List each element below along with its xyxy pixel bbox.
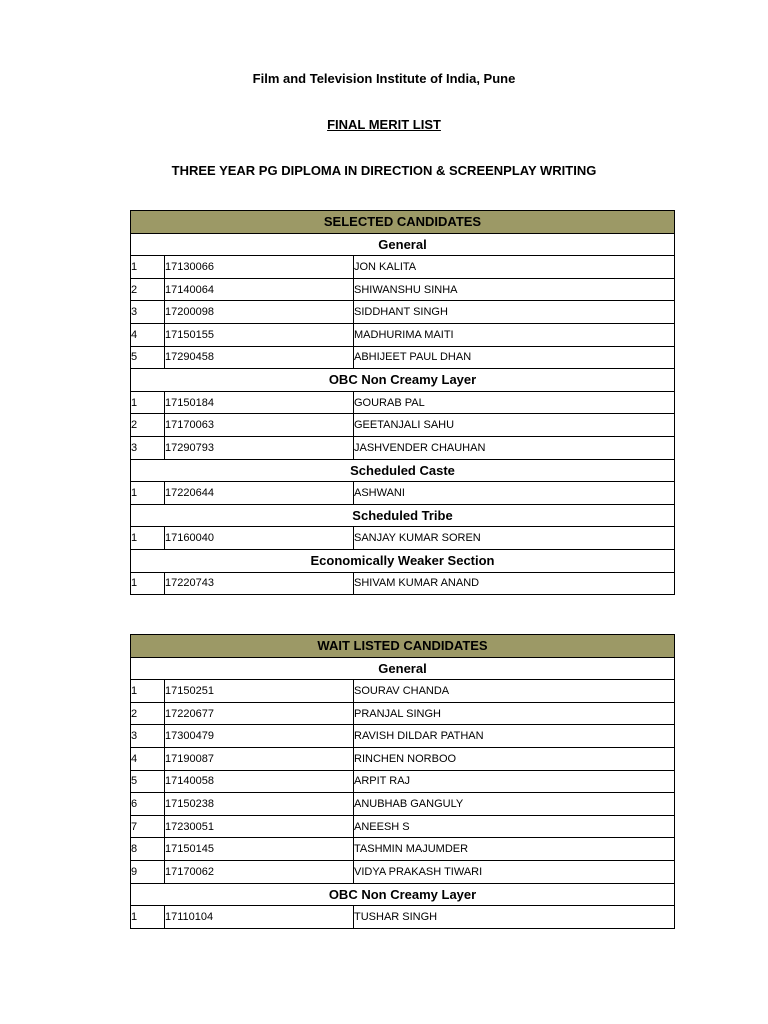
roll-number: 17150184 <box>165 391 354 414</box>
table-row <box>131 815 675 838</box>
table-row <box>131 770 675 793</box>
candidate-name: ABHIJEET PAUL DHAN <box>354 346 675 369</box>
candidate-name: RINCHEN NORBOO <box>354 747 675 770</box>
roll-number: 17230051 <box>165 815 354 838</box>
category-row <box>131 657 675 680</box>
category-row <box>131 504 675 527</box>
roll-number: 17200098 <box>165 301 354 324</box>
table-row <box>131 572 675 595</box>
category-row <box>131 233 675 256</box>
roll-number: 17150238 <box>165 793 354 816</box>
serial-number: 5 <box>131 770 165 793</box>
category-heading: OBC Non Creamy Layer <box>131 369 675 392</box>
institute-name: Film and Television Institute of India, Pune <box>252 71 516 86</box>
table-row <box>131 414 675 437</box>
table-title: WAIT LISTED CANDIDATES <box>131 635 675 658</box>
candidate-name: ARPIT RAJ <box>354 770 675 793</box>
category-heading: General <box>131 233 675 256</box>
table-row <box>131 323 675 346</box>
candidate-name: MADHURIMA MAITI <box>354 323 675 346</box>
category-row <box>131 369 675 392</box>
table-row <box>131 256 675 279</box>
candidate-name: JON KALITA <box>354 256 675 279</box>
table-title-row <box>131 635 675 658</box>
candidate-name: GOURAB PAL <box>354 391 675 414</box>
roll-number: 17170063 <box>165 414 354 437</box>
selected-candidates-table <box>130 210 675 595</box>
serial-number: 1 <box>131 572 165 595</box>
roll-number: 17300479 <box>165 725 354 748</box>
table-row <box>131 906 675 929</box>
serial-number: 1 <box>131 391 165 414</box>
category-row <box>131 549 675 572</box>
roll-number: 17290793 <box>165 436 354 459</box>
candidate-name: VIDYA PRAKASH TIWARI <box>354 860 675 883</box>
category-row <box>131 459 675 482</box>
list-title: FINAL MERIT LIST <box>327 117 441 132</box>
course-title: THREE YEAR PG DIPLOMA IN DIRECTION & SCREENPLAY WRITING <box>171 163 597 178</box>
roll-number: 17190087 <box>165 747 354 770</box>
roll-number: 17290458 <box>165 346 354 369</box>
table-row <box>131 680 675 703</box>
serial-number: 1 <box>131 256 165 279</box>
candidate-name: GEETANJALI SAHU <box>354 414 675 437</box>
candidate-name: SIDDHANT SINGH <box>354 301 675 324</box>
table-row <box>131 725 675 748</box>
category-heading: Economically Weaker Section <box>131 549 675 572</box>
category-heading: Scheduled Caste <box>131 459 675 482</box>
table-row <box>131 793 675 816</box>
roll-number: 17150145 <box>165 838 354 861</box>
category-heading: Scheduled Tribe <box>131 504 675 527</box>
serial-number: 5 <box>131 346 165 369</box>
table-title-row <box>131 211 675 234</box>
roll-number: 17150155 <box>165 323 354 346</box>
roll-number: 17170062 <box>165 860 354 883</box>
category-row <box>131 883 675 906</box>
serial-number: 1 <box>131 482 165 505</box>
serial-number: 7 <box>131 815 165 838</box>
serial-number: 3 <box>131 725 165 748</box>
roll-number: 17220743 <box>165 572 354 595</box>
table-row <box>131 860 675 883</box>
candidate-name: SOURAV CHANDA <box>354 680 675 703</box>
serial-number: 1 <box>131 680 165 703</box>
candidate-name: SHIWANSHU SINHA <box>354 278 675 301</box>
table-row <box>131 301 675 324</box>
candidate-name: ANEESH S <box>354 815 675 838</box>
roll-number: 17110104 <box>165 906 354 929</box>
roll-number: 17130066 <box>165 256 354 279</box>
candidate-name: RAVISH DILDAR PATHAN <box>354 725 675 748</box>
table-row <box>131 482 675 505</box>
candidate-name: ANUBHAB GANGULY <box>354 793 675 816</box>
serial-number: 4 <box>131 747 165 770</box>
category-heading: General <box>131 657 675 680</box>
serial-number: 3 <box>131 436 165 459</box>
roll-number: 17220644 <box>165 482 354 505</box>
candidate-name: TUSHAR SINGH <box>354 906 675 929</box>
table-row <box>131 527 675 550</box>
serial-number: 6 <box>131 793 165 816</box>
candidate-name: TASHMIN MAJUMDER <box>354 838 675 861</box>
candidate-name: ASHWANI <box>354 482 675 505</box>
serial-number: 1 <box>131 906 165 929</box>
table-row <box>131 838 675 861</box>
serial-number: 3 <box>131 301 165 324</box>
table-row <box>131 278 675 301</box>
table-row <box>131 346 675 369</box>
serial-number: 8 <box>131 838 165 861</box>
serial-number: 2 <box>131 702 165 725</box>
serial-number: 2 <box>131 414 165 437</box>
serial-number: 4 <box>131 323 165 346</box>
serial-number: 2 <box>131 278 165 301</box>
roll-number: 17140058 <box>165 770 354 793</box>
candidate-name: SANJAY KUMAR SOREN <box>354 527 675 550</box>
roll-number: 17150251 <box>165 680 354 703</box>
table-title: SELECTED CANDIDATES <box>131 211 675 234</box>
table-row <box>131 702 675 725</box>
table-row <box>131 436 675 459</box>
serial-number: 1 <box>131 527 165 550</box>
candidate-name: PRANJAL SINGH <box>354 702 675 725</box>
roll-number: 17160040 <box>165 527 354 550</box>
candidate-name: JASHVENDER CHAUHAN <box>354 436 675 459</box>
table-row <box>131 747 675 770</box>
wait-listed-candidates-table <box>130 634 675 929</box>
serial-number: 9 <box>131 860 165 883</box>
candidate-name: SHIVAM KUMAR ANAND <box>354 572 675 595</box>
category-heading: OBC Non Creamy Layer <box>131 883 675 906</box>
roll-number: 17220677 <box>165 702 354 725</box>
table-row <box>131 391 675 414</box>
roll-number: 17140064 <box>165 278 354 301</box>
